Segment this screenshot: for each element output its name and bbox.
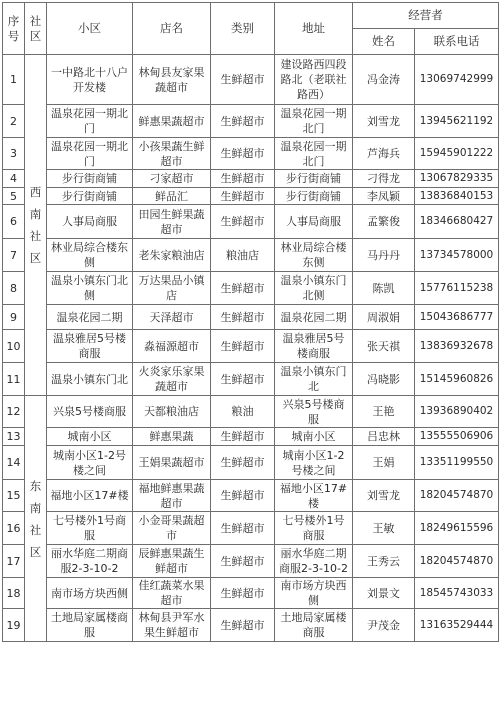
row-seq: 15 [3,480,25,512]
header-row-top [3,3,499,29]
row-seq: 18 [3,578,25,609]
row-name: 马丹丹 [353,239,415,272]
row-community: 温泉小镇东门北侧 [47,272,133,305]
row-phone: 13163529444 [415,609,499,642]
row-address: 温泉花园二期 [275,305,353,330]
row-category: 粮油 [211,396,275,428]
row-name: 刁得龙 [353,170,415,188]
row-seq: 11 [3,363,25,396]
row-category: 生鲜超市 [211,188,275,205]
row-name: 冯晓影 [353,363,415,396]
row-community: 一中路北十八户开发楼 [47,55,133,105]
store-table [2,2,499,642]
row-phone: 18545743033 [415,578,499,609]
table-row [3,239,499,272]
row-phone: 15145960826 [415,363,499,396]
row-phone: 13836840153 [415,188,499,205]
row-community: 七号楼外1号商服 [47,512,133,545]
row-category: 生鲜超市 [211,609,275,642]
row-phone: 18249615596 [415,512,499,545]
row-community: 土地局家属楼商服 [47,609,133,642]
row-address: 步行街商铺 [275,188,353,205]
header-store: 店名 [133,3,211,55]
row-address: 七号楼外1号商服 [275,512,353,545]
row-phone: 15043686777 [415,305,499,330]
row-seq: 6 [3,205,25,239]
row-community: 步行街商铺 [47,170,133,188]
table-row [3,105,499,138]
header-category: 类别 [211,3,275,55]
row-name: 尹茂金 [353,609,415,642]
row-category: 生鲜超市 [211,330,275,363]
header-community: 小区 [47,3,133,55]
row-phone: 13067829335 [415,170,499,188]
row-community: 福地小区17#楼 [47,480,133,512]
row-address: 兴泉5号楼商服 [275,396,353,428]
row-name: 刘景文 [353,578,415,609]
row-seq: 17 [3,545,25,578]
row-name: 刘雪龙 [353,480,415,512]
row-seq: 10 [3,330,25,363]
row-category: 生鲜超市 [211,272,275,305]
row-seq: 14 [3,446,25,480]
row-seq: 16 [3,512,25,545]
row-name: 孟繁俊 [353,205,415,239]
row-seq: 4 [3,170,25,188]
row-community: 人事局商服 [47,205,133,239]
district-label: 东南社区 [29,478,42,559]
row-phone: 15776115238 [415,272,499,305]
table-row [3,188,499,205]
row-community: 南市场方块西侧 [47,578,133,609]
row-address: 温泉小镇东门北 [275,363,353,396]
table-row [3,305,499,330]
row-address: 城南小区1-2号楼之间 [275,446,353,480]
row-name: 周淑娟 [353,305,415,330]
row-name: 王敏 [353,512,415,545]
table-row [3,272,499,305]
table-body [3,55,499,642]
row-phone: 18204574870 [415,480,499,512]
row-store: 田园生鲜果蔬超市 [133,205,211,239]
row-community: 步行街商铺 [47,188,133,205]
row-address: 土地局家属楼商服 [275,609,353,642]
row-store: 林甸县友家果蔬超市 [133,55,211,105]
table-row [3,446,499,480]
row-address: 人事局商服 [275,205,353,239]
row-store: 林甸县尹军水果生鲜超市 [133,609,211,642]
row-seq: 13 [3,428,25,446]
row-store: 天泽超市 [133,305,211,330]
district-cell [25,396,47,642]
row-store: 万达果品小镇店 [133,272,211,305]
row-name: 王秀云 [353,545,415,578]
row-category: 生鲜超市 [211,105,275,138]
row-category: 生鲜超市 [211,480,275,512]
row-community: 城南小区1-2号楼之间 [47,446,133,480]
row-phone: 13836932678 [415,330,499,363]
row-seq: 1 [3,55,25,105]
row-seq: 7 [3,239,25,272]
row-address: 温泉花园一期北门 [275,105,353,138]
row-address: 丽水华庭二期商服2-3-10-2 [275,545,353,578]
row-community: 温泉花园二期 [47,305,133,330]
row-name: 刘雪龙 [353,105,415,138]
table-row [3,55,499,105]
row-store: 福地鲜惠果蔬超市 [133,480,211,512]
row-address: 城南小区 [275,428,353,446]
row-category: 生鲜超市 [211,545,275,578]
row-phone: 13936890402 [415,396,499,428]
row-address: 温泉花园一期北门 [275,138,353,170]
row-name: 王娟 [353,446,415,480]
table-row [3,428,499,446]
row-community: 温泉花园一期北门 [47,138,133,170]
header-phone: 联系电话 [415,29,499,55]
row-category: 生鲜超市 [211,55,275,105]
row-phone: 18204574870 [415,545,499,578]
row-store: 天都粮油店 [133,396,211,428]
header-address: 地址 [275,3,353,55]
row-address: 温泉雅居5号楼商服 [275,330,353,363]
row-category: 生鲜超市 [211,578,275,609]
district-label: 西南社区 [29,185,42,265]
row-community: 城南小区 [47,428,133,446]
table-row [3,545,499,578]
row-store: 小金哥果蔬超市 [133,512,211,545]
row-seq: 2 [3,105,25,138]
row-name: 吕忠林 [353,428,415,446]
row-category: 生鲜超市 [211,363,275,396]
row-category: 生鲜超市 [211,428,275,446]
table-row [3,205,499,239]
row-category: 生鲜超市 [211,512,275,545]
row-store: 老朱家粮油店 [133,239,211,272]
row-category: 生鲜超市 [211,205,275,239]
row-address: 南市场方块西侧 [275,578,353,609]
row-category: 生鲜超市 [211,170,275,188]
row-community: 温泉花园一期北门 [47,105,133,138]
row-store: 刁家超市 [133,170,211,188]
row-community: 丽水华庭二期商服2-3-10-2 [47,545,133,578]
header-operator: 经营者 [353,3,499,29]
row-name: 李凤颖 [353,188,415,205]
header-seq: 序号 [3,3,25,55]
row-seq: 9 [3,305,25,330]
row-community: 温泉雅居5号楼商服 [47,330,133,363]
row-phone: 18346680427 [415,205,499,239]
row-store: 王娟果蔬超市 [133,446,211,480]
row-phone: 13351199550 [415,446,499,480]
row-phone: 13734578000 [415,239,499,272]
row-name: 王艳 [353,396,415,428]
header-district: 社区 [25,3,47,55]
row-seq: 19 [3,609,25,642]
table-row [3,480,499,512]
row-store: 佳红蔬菜水果超市 [133,578,211,609]
row-name: 张天祺 [353,330,415,363]
table-row [3,138,499,170]
row-seq: 8 [3,272,25,305]
row-address: 福地小区17#楼 [275,480,353,512]
table-row [3,330,499,363]
district-cell [25,55,47,396]
row-name: 陈凯 [353,272,415,305]
row-category: 生鲜超市 [211,138,275,170]
table-row [3,170,499,188]
row-seq: 5 [3,188,25,205]
row-community: 兴泉5号楼商服 [47,396,133,428]
row-store: 鲜惠果蔬 [133,428,211,446]
row-seq: 12 [3,396,25,428]
row-store: 辰鲜惠果蔬生鲜超市 [133,545,211,578]
row-category: 生鲜超市 [211,446,275,480]
row-store: 小孩果蔬生鲜超市 [133,138,211,170]
row-community: 林业局综合楼东侧 [47,239,133,272]
row-seq: 3 [3,138,25,170]
table-row [3,609,499,642]
row-category: 粮油店 [211,239,275,272]
row-store: 鲜品汇 [133,188,211,205]
store-directory-sheet [2,2,498,642]
row-phone: 13555506906 [415,428,499,446]
row-category: 生鲜超市 [211,305,275,330]
row-store: 淼福源超市 [133,330,211,363]
row-address: 温泉小镇东门北侧 [275,272,353,305]
row-phone: 15945901222 [415,138,499,170]
table-row [3,396,499,428]
row-name: 芦海兵 [353,138,415,170]
row-store: 火炎家乐家果蔬超市 [133,363,211,396]
header-name: 姓名 [353,29,415,55]
table-row [3,578,499,609]
table-row [3,363,499,396]
row-address: 建设路西四段路北（老联社路西） [275,55,353,105]
table-row [3,512,499,545]
row-phone: 13069742999 [415,55,499,105]
row-store: 鲜惠果蔬超市 [133,105,211,138]
row-address: 步行街商铺 [275,170,353,188]
row-address: 林业局综合楼东侧 [275,239,353,272]
row-phone: 13945621192 [415,105,499,138]
row-community: 温泉小镇东门北 [47,363,133,396]
row-name: 冯金涛 [353,55,415,105]
